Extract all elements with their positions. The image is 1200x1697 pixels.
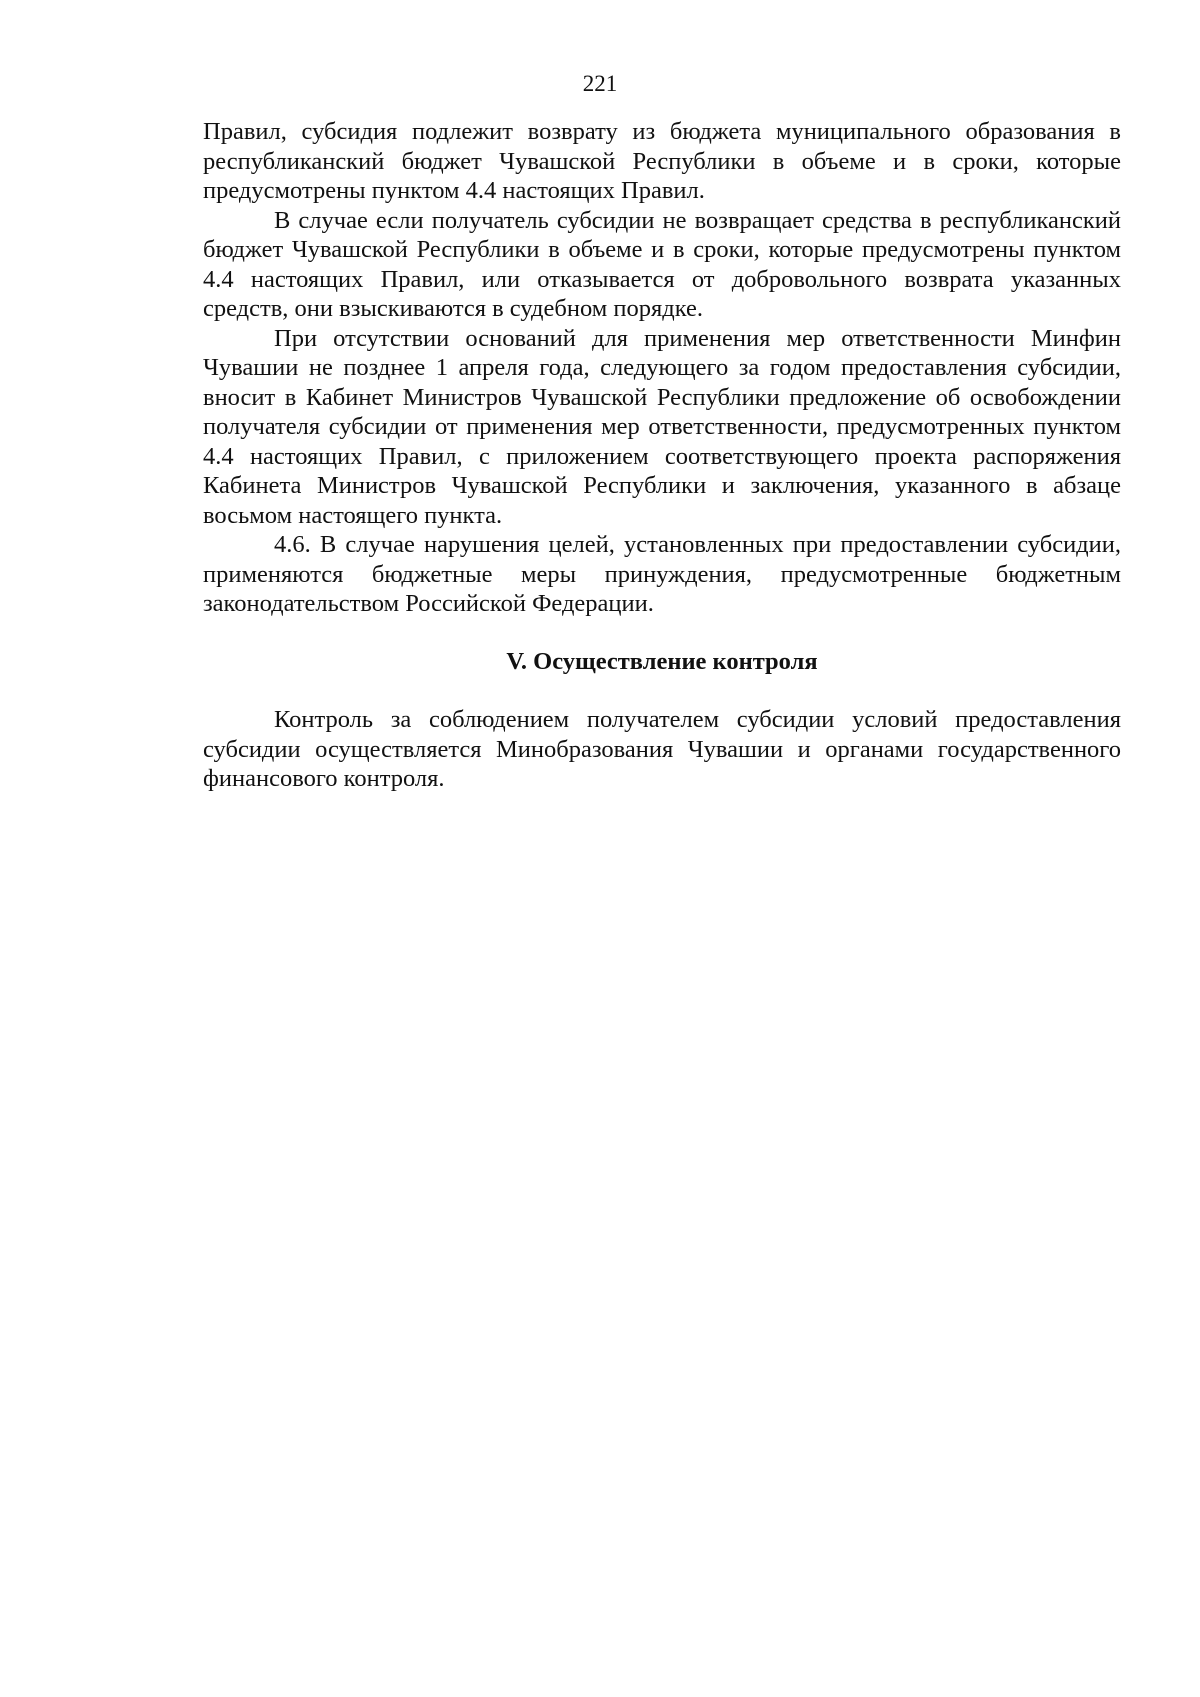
page-number: 221 xyxy=(582,71,618,96)
paragraph-refund-court: В случае если получатель субсидии не возвращает средства в республиканский бюджет Чувашской Республики в объеме и в сроки, которые предусмотрены пунктом 4.4 настоящих Правил, или отказывается от добровольного возврата указанных средств, они взыскиваются в судебном порядке. xyxy=(203,206,1121,322)
document-body xyxy=(203,117,1121,794)
section-heading: V. Осуществление контроля xyxy=(506,647,818,675)
paragraph-control: Контроль за соблюдением получателем субсидии условий предоставления субсидии осуществляется Минобразования Чувашии и органами государственного финансового контроля. xyxy=(203,706,1121,792)
paragraph-exemption: При отсутствии оснований для применения мер ответственности Минфин Чувашии не позднее 1 апреля года, следующего за годом предоставления субсидии, вносит в Кабинет Министров Чувашской Республики предложение об освобождении получателя субсидии от применения мер ответственности, предусмотренных пунктом 4.4 настоящих Правил, с приложением соответствующего проекта распоряжения Кабинета Министров Чувашской Республики и заключения, указанного в абзаце восьмом настоящего пункта. xyxy=(203,324,1121,529)
paragraph-4-6: 4.6. В случае нарушения целей, установленных при предоставлении субсидии, применяются бюджетные меры принуждения, предусмотренные бюджетным законодательством Российской Федерации. xyxy=(203,531,1121,617)
paragraph-continuation: Правил, субсидия подлежит возврату из бюджета муниципального образования в республиканский бюджет Чувашской Республики в объеме и в сроки, которые предусмотрены пунктом 4.4 настоящих Правил. xyxy=(203,118,1121,204)
